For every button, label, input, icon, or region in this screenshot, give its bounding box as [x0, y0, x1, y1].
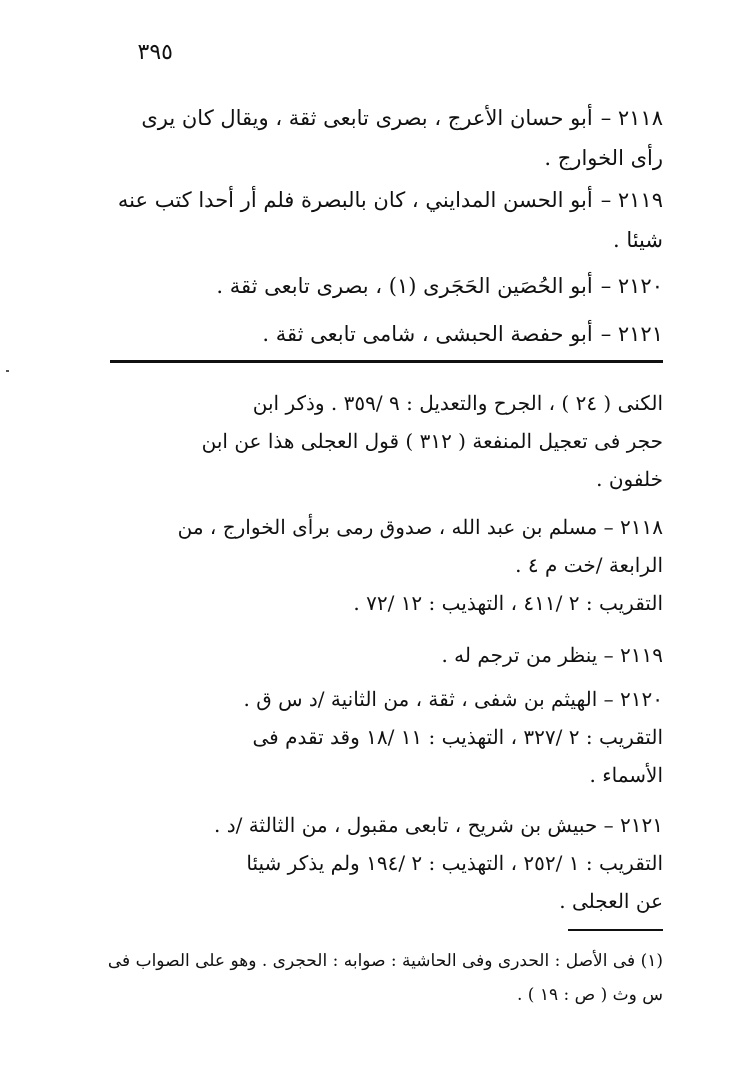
footnote-divider — [568, 929, 663, 931]
footnote — [83, 944, 663, 1012]
margin-mark — [6, 370, 9, 372]
note-number: ٢١١٩ – — [603, 643, 663, 667]
page-number: ٣٩٥ — [137, 40, 173, 65]
entry-text: أبو حفصة الحبشى ، شامى تابعى ثقة . — [262, 322, 593, 346]
entry-number: ٢١١٨ – — [600, 106, 663, 130]
note-2118 — [103, 508, 663, 622]
entry-text-continued: رأى الخوارج . — [544, 146, 663, 170]
note-line: خلفون . — [596, 467, 663, 491]
entry-2118 — [103, 98, 663, 178]
note-line: حجر فى تعجيل المنفعة ( ٣١٢ ) قول العجلى هذا عن ابن — [201, 429, 663, 453]
note-line: التقريب : ٢ /٣٢٧ ، التهذيب : ١١ /١٨ وقد تقدم فى — [252, 725, 663, 749]
footnote-line: س وث ( ص : ١٩ ) . — [516, 985, 663, 1005]
entry-2119 — [103, 180, 663, 260]
note-line: الأسماء . — [589, 763, 663, 787]
note-line: ٢١٢٠ – الهيثم بن شفى ، ثقة ، من الثانية /د س ق . — [243, 687, 663, 711]
note-2121 — [103, 806, 663, 920]
note-line: ٢١١٩ – ينظر من ترجم له . — [441, 643, 663, 667]
entry-text: أبو الحسن المدايني ، كان بالبصرة فلم أر أحدا كتب عنه — [117, 188, 593, 212]
note-line: ٢١٢١ – حبيش بن شريح ، تابعى مقبول ، من الثالثة /د . — [213, 813, 663, 837]
section-divider — [110, 360, 663, 363]
note-line: ٢١١٨ – مسلم بن عبد الله ، صدوق رمى برأى الخوارج ، من — [177, 515, 663, 539]
entry-number: ٢١١٩ – — [600, 188, 663, 212]
note-2119 — [103, 636, 663, 674]
entry-text: أبو حسان الأعرج ، بصرى تابعى ثقة ، ويقال كان يرى — [141, 106, 593, 130]
note-line: التقريب : ٢ /٤١١ ، التهذيب : ١٢ /٧٢ . — [353, 591, 663, 615]
entry-text-continued: شيئا . — [612, 228, 663, 252]
notes-intro — [103, 384, 663, 498]
note-number: ٢١٢٠ – — [603, 687, 663, 711]
note-line: التقريب : ١ /٢٥٢ ، التهذيب : ٢ /١٩٤ ولم يذكر شيئا — [246, 851, 663, 875]
note-line: الرابعة /خت م ٤ . — [515, 553, 663, 577]
entry-text: أبو الحُصَين الحَجَرى (١) ، بصرى تابعى ثقة . — [216, 274, 593, 298]
entry-2120 — [103, 266, 663, 306]
note-number: ٢١١٨ – — [603, 515, 663, 539]
entry-2121 — [103, 314, 663, 354]
note-line: الكنى ( ٢٤ ) ، الجرح والتعديل : ٩ /٣٥٩ . وذكر ابن — [252, 391, 663, 415]
note-line: عن العجلى . — [559, 889, 663, 913]
note-2120 — [103, 680, 663, 794]
entry-number: ٢١٢١ – — [600, 322, 663, 346]
footnote-line: (١) فى الأصل : الحدرى وفى الحاشية : صوابه : الحجرى . وهو على الصواب فى — [107, 951, 663, 971]
entry-number: ٢١٢٠ – — [600, 274, 663, 298]
note-number: ٢١٢١ – — [603, 813, 663, 837]
